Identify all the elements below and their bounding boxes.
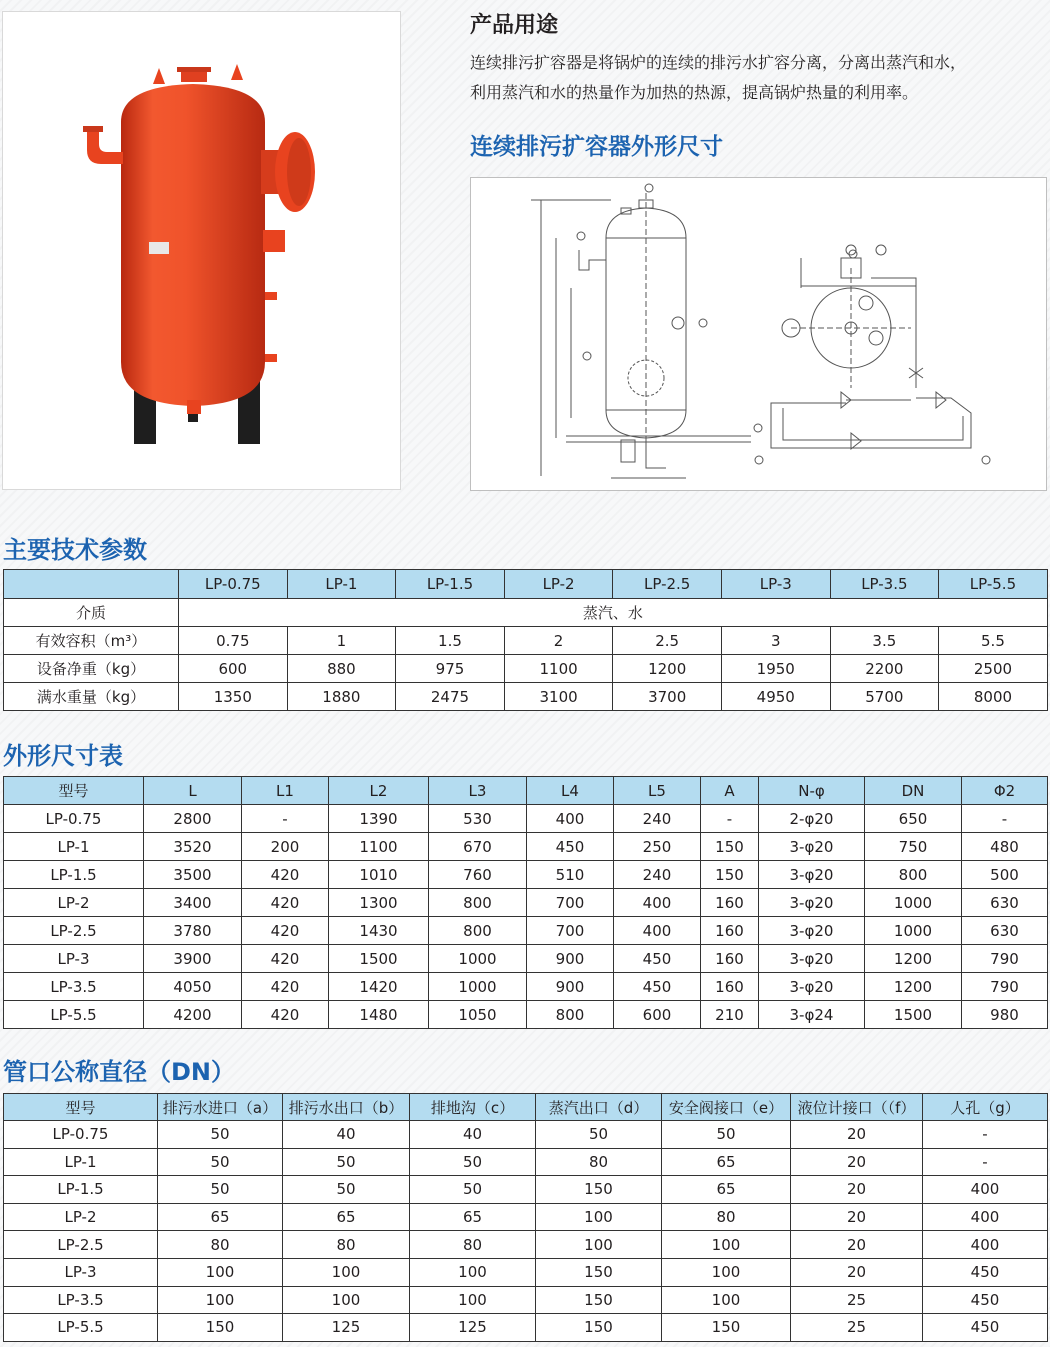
dims-cell: 980 xyxy=(962,1001,1048,1029)
dims-cell: 650 xyxy=(865,805,962,833)
nozzles-cell: - xyxy=(923,1121,1048,1149)
dims-cell: 4200 xyxy=(144,1001,242,1029)
dims-cell: 3-φ24 xyxy=(759,1001,865,1029)
tech-value-cell: 1950 xyxy=(721,655,830,683)
nozzles-row xyxy=(4,1176,1048,1204)
dims-row xyxy=(4,945,1048,973)
nozzles-cell: LP-2.5 xyxy=(4,1231,158,1259)
dims-cell: 1000 xyxy=(865,889,962,917)
dims-cell: 700 xyxy=(527,917,614,945)
dims-cell: 250 xyxy=(614,833,701,861)
tech-value-cell: 5700 xyxy=(830,683,939,711)
nozzles-cell: LP-3.5 xyxy=(4,1286,158,1314)
nozzles-cell: 20 xyxy=(791,1258,923,1286)
dims-cell: 510 xyxy=(527,861,614,889)
dims-cell: LP-2.5 xyxy=(4,917,144,945)
nozzles-cell: 80 xyxy=(158,1231,283,1259)
dims-cell: 3-φ20 xyxy=(759,973,865,1001)
dims-cell: 1000 xyxy=(429,945,527,973)
nozzles-header-cell: 排地沟（c） xyxy=(410,1094,536,1121)
dims-cell: 420 xyxy=(242,973,329,1001)
dims-cell: LP-2 xyxy=(4,889,144,917)
nozzles-cell: 50 xyxy=(283,1176,410,1204)
dims-cell: 2-φ20 xyxy=(759,805,865,833)
nozzles-cell: 80 xyxy=(536,1148,662,1176)
nozzles-cell: 65 xyxy=(283,1203,410,1231)
nozzles-cell: 100 xyxy=(410,1258,536,1286)
nozzles-cell: 25 xyxy=(791,1286,923,1314)
nozzles-row xyxy=(4,1231,1048,1259)
nozzles-cell: LP-2 xyxy=(4,1203,158,1231)
nozzles-cell: 50 xyxy=(410,1148,536,1176)
dims-cell: - xyxy=(701,805,759,833)
nozzles-cell: 100 xyxy=(283,1258,410,1286)
nozzles-cell: LP-0.75 xyxy=(4,1121,158,1149)
tech-corner-cell xyxy=(4,570,179,599)
nozzles-cell: 100 xyxy=(410,1286,536,1314)
dims-cell: LP-3 xyxy=(4,945,144,973)
nozzles-row xyxy=(4,1286,1048,1314)
dims-row xyxy=(4,1001,1048,1029)
dims-row xyxy=(4,833,1048,861)
dims-cell: 200 xyxy=(242,833,329,861)
dims-cell: 700 xyxy=(527,889,614,917)
nozzles-row xyxy=(4,1121,1048,1149)
tech-model-cell: LP-3.5 xyxy=(830,570,939,599)
nozzles-cell: 65 xyxy=(158,1203,283,1231)
tech-model-cell: LP-1.5 xyxy=(396,570,505,599)
nozzles-cell: 50 xyxy=(158,1148,283,1176)
dims-cell: 630 xyxy=(962,889,1048,917)
dims-header-cell: 型号 xyxy=(4,777,144,805)
tech-data-row xyxy=(4,627,1048,655)
nozzles-cell: 125 xyxy=(283,1314,410,1342)
dims-cell: LP-3.5 xyxy=(4,973,144,1001)
tech-data-row xyxy=(4,683,1048,711)
nozzles-cell: 100 xyxy=(283,1286,410,1314)
dims-cell: 420 xyxy=(242,889,329,917)
dims-cell: 2800 xyxy=(144,805,242,833)
dims-cell: 3-φ20 xyxy=(759,917,865,945)
dims-cell: 800 xyxy=(527,1001,614,1029)
nozzles-cell: 20 xyxy=(791,1176,923,1204)
nozzles-cell: 80 xyxy=(410,1231,536,1259)
dims-cell: 450 xyxy=(614,945,701,973)
nozzles-cell: 100 xyxy=(662,1258,791,1286)
nozzles-cell: 150 xyxy=(662,1314,791,1342)
tech-value-cell: 1100 xyxy=(504,655,613,683)
dims-cell: 3-φ20 xyxy=(759,833,865,861)
dims-cell: 160 xyxy=(701,917,759,945)
dims-cell: 420 xyxy=(242,945,329,973)
dims-cell: 3-φ20 xyxy=(759,945,865,973)
nozzles-header-cell: 安全阀接口（e） xyxy=(662,1094,791,1121)
dims-cell: 500 xyxy=(962,861,1048,889)
dims-cell: LP-5.5 xyxy=(4,1001,144,1029)
dims-cell: LP-1 xyxy=(4,833,144,861)
nozzles-cell: 400 xyxy=(923,1203,1048,1231)
nozzles-row xyxy=(4,1258,1048,1286)
nozzles-cell: 100 xyxy=(662,1231,791,1259)
dims-table xyxy=(3,776,1048,1029)
nozzles-cell: 40 xyxy=(283,1121,410,1149)
tech-model-cell: LP-2.5 xyxy=(613,570,722,599)
technical-drawing xyxy=(471,178,1046,490)
usage-line-2: 利用蒸汽和水的热量作为加热的热源，提高锅炉热量的利用率。 xyxy=(470,83,919,102)
nozzles-row xyxy=(4,1148,1048,1176)
nozzles-cell: 50 xyxy=(662,1121,791,1149)
dims-cell: 480 xyxy=(962,833,1048,861)
nozzles-cell: 50 xyxy=(283,1148,410,1176)
nozzles-cell: 50 xyxy=(536,1121,662,1149)
usage-line-1: 连续排污扩容器是将锅炉的连续的排污水扩容分离，分离出蒸汽和水， xyxy=(470,53,967,72)
dims-header-cell: L4 xyxy=(527,777,614,805)
dims-cell: 4050 xyxy=(144,973,242,1001)
tech-value-cell: 5.5 xyxy=(939,627,1048,655)
nozzles-cell: 65 xyxy=(410,1203,536,1231)
dims-cell: 150 xyxy=(701,861,759,889)
dims-cell: 1050 xyxy=(429,1001,527,1029)
dims-cell: 420 xyxy=(242,861,329,889)
tech-value-cell: 1350 xyxy=(179,683,288,711)
dims-cell: 160 xyxy=(701,945,759,973)
usage-description xyxy=(470,48,1045,108)
dims-cell: 420 xyxy=(242,917,329,945)
nozzles-cell: LP-1.5 xyxy=(4,1176,158,1204)
nozzles-cell: 25 xyxy=(791,1314,923,1342)
dims-cell: 800 xyxy=(865,861,962,889)
dims-header-cell: L1 xyxy=(242,777,329,805)
dims-cell: 1000 xyxy=(429,973,527,1001)
nozzles-header-cell: 液位计接口（（f） xyxy=(791,1094,923,1121)
tech-value-cell: 3.5 xyxy=(830,627,939,655)
nozzles-cell: 20 xyxy=(791,1231,923,1259)
nozzles-cell: 50 xyxy=(410,1176,536,1204)
nozzles-cell: 20 xyxy=(791,1121,923,1149)
tech-value-cell: 2500 xyxy=(939,655,1048,683)
nozzles-cell: 450 xyxy=(923,1314,1048,1342)
nozzles-cell: 450 xyxy=(923,1258,1048,1286)
dims-row xyxy=(4,889,1048,917)
dims-cell: 1420 xyxy=(329,973,429,1001)
tech-value-cell: 600 xyxy=(179,655,288,683)
tech-value-cell: 0.75 xyxy=(179,627,288,655)
tech-row-label: 满水重量（kg） xyxy=(4,683,179,711)
nozzles-cell: 150 xyxy=(536,1258,662,1286)
tech-value-cell: 3100 xyxy=(504,683,613,711)
usage-title: 产品用途 xyxy=(470,13,559,38)
nozzles-cell: 65 xyxy=(662,1176,791,1204)
tech-model-cell: LP-3 xyxy=(721,570,830,599)
tech-value-cell: 1880 xyxy=(287,683,396,711)
nozzles-header-cell: 蒸汽出口（d） xyxy=(536,1094,662,1121)
dims-cell: 210 xyxy=(701,1001,759,1029)
tech-row-label: 有效容积（m³） xyxy=(4,627,179,655)
dims-cell: LP-0.75 xyxy=(4,805,144,833)
dims-cell: 150 xyxy=(701,833,759,861)
tech-data-row xyxy=(4,655,1048,683)
tech-model-cell: LP-5.5 xyxy=(939,570,1048,599)
dims-cell: 3900 xyxy=(144,945,242,973)
dims-cell: - xyxy=(242,805,329,833)
nozzles-cell: 450 xyxy=(923,1286,1048,1314)
nozzles-cell: 125 xyxy=(410,1314,536,1342)
nozzles-table xyxy=(3,1093,1048,1342)
nozzles-header-cell: 排污水出口（b） xyxy=(283,1094,410,1121)
dims-cell: 1200 xyxy=(865,973,962,1001)
dims-cell: 450 xyxy=(614,973,701,1001)
nozzles-header-cell: 人孔（g） xyxy=(923,1094,1048,1121)
dims-title: 外形尺寸表 xyxy=(3,742,123,770)
dims-header-cell: L xyxy=(144,777,242,805)
product-photo xyxy=(2,11,401,490)
nozzles-header-cell: 型号 xyxy=(4,1094,158,1121)
dims-cell: 1300 xyxy=(329,889,429,917)
tech-model-cell: LP-0.75 xyxy=(179,570,288,599)
dims-cell: - xyxy=(962,805,1048,833)
nozzles-cell: LP-5.5 xyxy=(4,1314,158,1342)
dims-cell: 790 xyxy=(962,973,1048,1001)
nozzles-cell: 100 xyxy=(158,1258,283,1286)
tech-medium-row xyxy=(4,599,1048,627)
dims-cell: 750 xyxy=(865,833,962,861)
nozzles-cell: 20 xyxy=(791,1203,923,1231)
tech-value-cell: 8000 xyxy=(939,683,1048,711)
nozzles-cell: LP-1 xyxy=(4,1148,158,1176)
nozzles-cell: 100 xyxy=(536,1203,662,1231)
dims-cell: 1430 xyxy=(329,917,429,945)
dims-row xyxy=(4,805,1048,833)
tech-value-cell: 2475 xyxy=(396,683,505,711)
dims-cell: 900 xyxy=(527,973,614,1001)
dims-cell: 240 xyxy=(614,805,701,833)
dims-cell: 240 xyxy=(614,861,701,889)
nozzles-row xyxy=(4,1203,1048,1231)
nozzles-cell: 150 xyxy=(158,1314,283,1342)
tech-value-cell: 4950 xyxy=(721,683,830,711)
dims-cell: 1100 xyxy=(329,833,429,861)
nozzles-cell: 20 xyxy=(791,1148,923,1176)
nozzles-cell: 400 xyxy=(923,1231,1048,1259)
nozzles-cell: 150 xyxy=(536,1314,662,1342)
dims-header-cell: L3 xyxy=(429,777,527,805)
dims-cell: 790 xyxy=(962,945,1048,973)
tech-value-cell: 1.5 xyxy=(396,627,505,655)
dims-cell: 3-φ20 xyxy=(759,889,865,917)
tech-row-label: 设备净重（kg） xyxy=(4,655,179,683)
dims-cell: 1500 xyxy=(865,1001,962,1029)
dims-cell: 900 xyxy=(527,945,614,973)
tech-model-cell: LP-1 xyxy=(287,570,396,599)
dims-cell: 160 xyxy=(701,889,759,917)
dims-cell: 630 xyxy=(962,917,1048,945)
vessel-illustration xyxy=(3,12,400,489)
tech-value-cell: 2 xyxy=(504,627,613,655)
tech-value-cell: 975 xyxy=(396,655,505,683)
dims-header-cell: N-φ xyxy=(759,777,865,805)
dims-cell: 1500 xyxy=(329,945,429,973)
dims-cell: 1390 xyxy=(329,805,429,833)
dims-cell: 760 xyxy=(429,861,527,889)
dims-cell: 800 xyxy=(429,917,527,945)
dims-row xyxy=(4,917,1048,945)
dims-cell: 420 xyxy=(242,1001,329,1029)
dims-cell: 800 xyxy=(429,889,527,917)
nozzles-cell: 50 xyxy=(158,1176,283,1204)
nozzles-header-cell: 排污水进口（a） xyxy=(158,1094,283,1121)
dims-header-cell: A xyxy=(701,777,759,805)
dims-cell: LP-1.5 xyxy=(4,861,144,889)
dims-header-row xyxy=(4,777,1048,805)
nozzles-cell: 100 xyxy=(662,1286,791,1314)
tech-model-cell: LP-2 xyxy=(504,570,613,599)
nozzles-row xyxy=(4,1314,1048,1342)
dims-cell: 3520 xyxy=(144,833,242,861)
tech-value-cell: 1200 xyxy=(613,655,722,683)
tech-value-cell: 2200 xyxy=(830,655,939,683)
tech-value-cell: 3700 xyxy=(613,683,722,711)
nozzles-cell: 150 xyxy=(536,1286,662,1314)
tech-row-label: 介质 xyxy=(4,599,179,627)
nozzles-cell: 80 xyxy=(283,1231,410,1259)
nozzles-cell: 65 xyxy=(662,1148,791,1176)
tech-params-title: 主要技术参数 xyxy=(3,536,147,564)
dims-cell: 400 xyxy=(614,917,701,945)
dims-cell: 670 xyxy=(429,833,527,861)
tech-medium-value: 蒸汽、水 xyxy=(179,599,1048,627)
nozzles-title: 管口公称直径（DN） xyxy=(3,1058,236,1086)
tech-value-cell: 2.5 xyxy=(613,627,722,655)
tech-value-cell: 880 xyxy=(287,655,396,683)
tech-params-table xyxy=(3,569,1048,711)
nozzles-cell: LP-3 xyxy=(4,1258,158,1286)
dims-header-cell: Φ2 xyxy=(962,777,1048,805)
nozzles-cell: 50 xyxy=(158,1121,283,1149)
dims-header-cell: L5 xyxy=(614,777,701,805)
nozzles-cell: - xyxy=(923,1148,1048,1176)
dims-cell: 1000 xyxy=(865,917,962,945)
nozzles-header-row xyxy=(4,1094,1048,1121)
nozzles-cell: 40 xyxy=(410,1121,536,1149)
dims-cell: 1010 xyxy=(329,861,429,889)
dims-cell: 1200 xyxy=(865,945,962,973)
dims-cell: 160 xyxy=(701,973,759,1001)
drawing-title: 连续排污扩容器外形尺寸 xyxy=(470,134,723,160)
dims-header-cell: DN xyxy=(865,777,962,805)
dims-row xyxy=(4,973,1048,1001)
dims-cell: 400 xyxy=(527,805,614,833)
dims-cell: 3500 xyxy=(144,861,242,889)
tech-header-row xyxy=(4,570,1048,599)
dimension-drawing xyxy=(470,177,1047,491)
dims-cell: 400 xyxy=(614,889,701,917)
dims-cell: 3400 xyxy=(144,889,242,917)
nozzles-cell: 150 xyxy=(536,1176,662,1204)
dims-cell: 530 xyxy=(429,805,527,833)
dims-cell: 1480 xyxy=(329,1001,429,1029)
nozzles-cell: 100 xyxy=(158,1286,283,1314)
dims-row xyxy=(4,861,1048,889)
tech-value-cell: 3 xyxy=(721,627,830,655)
tech-value-cell: 1 xyxy=(287,627,396,655)
dims-cell: 3-φ20 xyxy=(759,861,865,889)
dims-cell: 450 xyxy=(527,833,614,861)
nozzles-cell: 100 xyxy=(536,1231,662,1259)
dims-cell: 3780 xyxy=(144,917,242,945)
dims-cell: 600 xyxy=(614,1001,701,1029)
nozzles-cell: 400 xyxy=(923,1176,1048,1204)
dims-header-cell: L2 xyxy=(329,777,429,805)
nozzles-cell: 80 xyxy=(662,1203,791,1231)
